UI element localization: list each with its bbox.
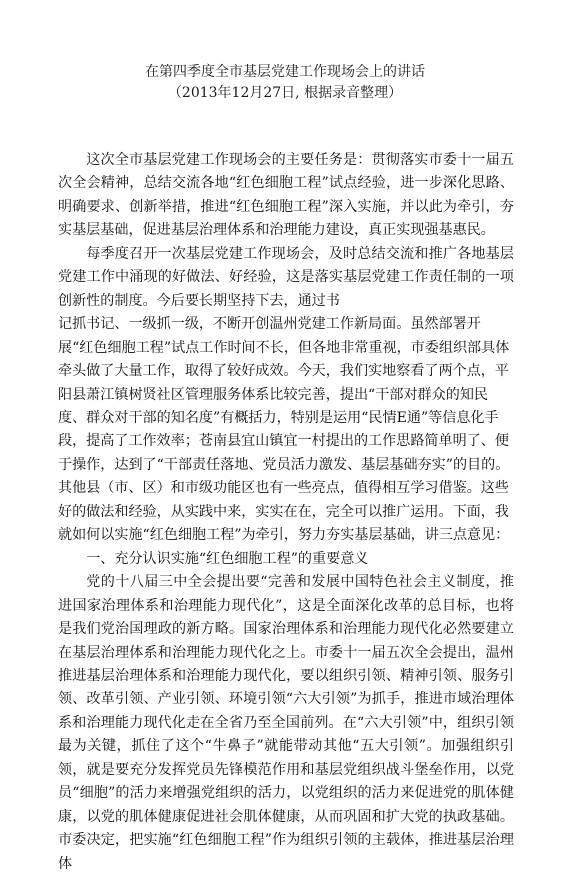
document-body	[58, 149, 514, 876]
paragraph-quarterly-meeting: 每季度召开一次基层党建工作现场会，及时总结交流和推广各地基层党建工作中涌现的好做法、好经验，这是落实基层党建工作责任制的一项创新性的制度。今后要长期坚持下去，通过书	[58, 245, 514, 309]
document-title: 在第四季度全市基层党建工作现场会上的讲话	[145, 64, 425, 80]
section-heading-one: 一、充分认识实施“红色细胞工程”的重要意义	[86, 550, 369, 567]
paragraph-intro: 这次全市基层党建工作现场会的主要任务是：贯彻落实市委十一届五次全会精神，总结交流各地“红色细胞工程”试点经验，进一步深化思路、明确要求、创新举措，推进“红色细胞工程”深入实施，并以此为牵引，夯实基层基础，促进基层治理体系和治理能力建设，真正实现强基惠民。	[58, 152, 514, 239]
paragraph-significance: 党的十八届三中全会提出要“完善和发展中国特色社会主义制度，推进国家治理体系和治理能力现代化”，这是全面深化改革的总目标，也将是我们党治国理政的新方略。国家治理体系和治理能力现代化必然要建立在基层治理体系和治理能力现代化之上。市委十一届五次全会提出，温州推进基层治理体系和治理能力现代化，要以组织引领、精神引领、服务引领、改革引领、产业引领、环境引领“六大引领”为抓手，推进市域治理体系和治理能力现代化走在全省乃至全国前列。在“六大引领”中，组织引领最为关键，抓住了这个“牛鼻子”就能带动其他“五大引领”。加强组织引领，就是要充分发挥党员先锋模范作用和基层党组织战斗堡垒作用，以党员“细胞”的活力来增强党组织的活力，以党组织的活力来促进党的肌体健康，以党的肌体健康促进社会肌体健康，从而巩固和扩大党的执政基础。市委决定，把实施“红色细胞工程”作为组织引领的主载体，推进基层治理体	[58, 574, 514, 872]
paragraph-achievements: 记抓书记、一级抓一级，不断开创温州党建工作新局面。虽然部署开展“红色细胞工程”试点工作时间不长，但各地非常重视，市委组织部具体牵头做了大量工作，取得了较好成效。今天，我们实地察看了两个点，平阳县萧江镇树贤社区管理服务体系比较完善，提出“干部对群众的知民度、群众对干部的知名度”有概括力，特别是运用“民情E通”等信息化手段，提高了工作效率；苍南县宜山镇宜一村提出的工作思路简单明了、便于操作，达到了“干部责任落地、党员活力激发、基层基础夯实”的目的。其他县（市、区）和市级功能区也有一些亮点，值得相互学习借鉴。这些好的做法和经验，从实践中来，实实在在，完全可以推广运用。下面，我就如何以实施“红色细胞工程”为牵引，努力夯实基层基础，讲三点意见：	[58, 316, 510, 544]
document-subtitle: （2013年12月27日, 根据录音整理）	[167, 85, 403, 101]
